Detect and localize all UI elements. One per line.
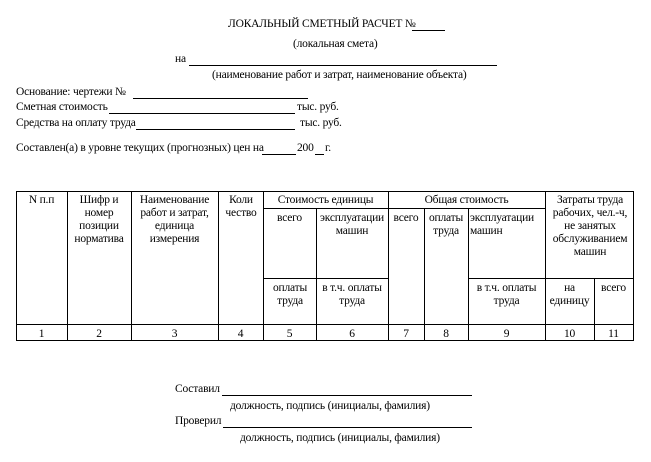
year-value: 200 xyxy=(297,142,314,154)
na-label: на xyxy=(175,53,186,65)
header-naimenovanie: Наименование работ и затрат, единица измерения xyxy=(139,194,210,245)
col-number-8: 8 xyxy=(443,328,449,340)
header-total-cost: Общая стоимость xyxy=(424,194,509,206)
title-number-line xyxy=(412,30,445,31)
row-numbers-border xyxy=(16,324,633,325)
col-number-9: 9 xyxy=(503,328,510,340)
col-border-3 xyxy=(218,191,219,341)
subheader-total-vtch: в т.ч. оплаты труда xyxy=(476,282,537,307)
header-labor: Затраты труда рабочих, чел.-ч, не занятых обслуживанием машин xyxy=(552,194,628,258)
col-number-6: 6 xyxy=(349,328,355,340)
col-number-4: 4 xyxy=(237,328,244,340)
col-number-10: 10 xyxy=(563,328,576,340)
subheader-labor-na-edinicu: на единицу xyxy=(549,282,590,307)
sredstva-line xyxy=(136,129,295,130)
subheader-unit-vsego: всего xyxy=(277,212,302,224)
subheader-total-oplaty: оплаты труда xyxy=(428,212,463,237)
row-sub2-border-a xyxy=(263,278,388,279)
na-caption: (наименование работ и затрат, наименование объекта) xyxy=(212,69,467,81)
col-border-7 xyxy=(424,208,425,341)
col-number-7: 7 xyxy=(403,328,409,340)
subheader-total-vsego: всего xyxy=(393,212,419,224)
sredstva-label: Средства на оплату труда xyxy=(16,117,136,129)
sostavil-label: Составил xyxy=(175,383,220,395)
smetnaya-label: Сметная стоимость xyxy=(16,101,108,113)
proveril-caption: должность, подпись (инициалы, фамилия) xyxy=(240,432,440,444)
sostavil-caption: должность, подпись (инициалы, фамилия) xyxy=(230,400,430,412)
col-number-5: 5 xyxy=(286,328,293,340)
row-sub-border xyxy=(263,208,545,209)
col-border-0 xyxy=(16,191,17,341)
subheader-unit-oplaty: оплаты труда xyxy=(272,282,307,307)
sostavlen-line xyxy=(262,154,296,155)
smetnaya-unit: тыс. руб. xyxy=(297,101,339,113)
header-unit-cost: Стоимость единицы xyxy=(277,194,374,206)
row-sub2-border-b xyxy=(468,278,633,279)
col-number-1: 1 xyxy=(38,328,45,340)
estimate-table xyxy=(16,191,633,341)
year-line xyxy=(315,154,324,155)
col-number-2: 2 xyxy=(96,328,102,340)
sredstva-unit: тыс. руб. xyxy=(300,117,342,129)
sostavlen-label: Составлен(а) в уровне текущих (прогнозных) цен на xyxy=(16,142,264,154)
sostavil-line xyxy=(222,395,472,396)
year-suffix: г. xyxy=(325,142,331,154)
col-number-3: 3 xyxy=(171,328,178,340)
osnovanie-label: Основание: чертежи № xyxy=(16,86,126,98)
col-number-11: 11 xyxy=(608,328,619,340)
header-kolichestvo: Коли чество xyxy=(225,194,257,219)
document-title: ЛОКАЛЬНЫЙ СМЕТНЫЙ РАСЧЕТ № xyxy=(228,18,416,30)
na-line xyxy=(189,65,497,66)
subheader-total-ekspl: эксплуатации машин xyxy=(470,212,534,237)
col-border-11 xyxy=(633,191,634,341)
table-top-border xyxy=(16,191,633,192)
header-shifr: Шифр и номер позиции норматива xyxy=(74,194,124,245)
smetnaya-line xyxy=(109,113,295,114)
document-subtitle: (локальная смета) xyxy=(293,38,378,50)
proveril-label: Проверил xyxy=(175,415,222,427)
subheader-unit-ekspl: эксплуатации машин xyxy=(320,212,384,237)
proveril-line xyxy=(223,427,472,428)
subheader-labor-vsego: всего xyxy=(601,282,626,294)
osnovanie-line xyxy=(133,98,308,99)
header-npp: N п.п xyxy=(28,194,55,206)
subheader-unit-vtch: в т.ч. оплаты труда xyxy=(322,282,382,307)
